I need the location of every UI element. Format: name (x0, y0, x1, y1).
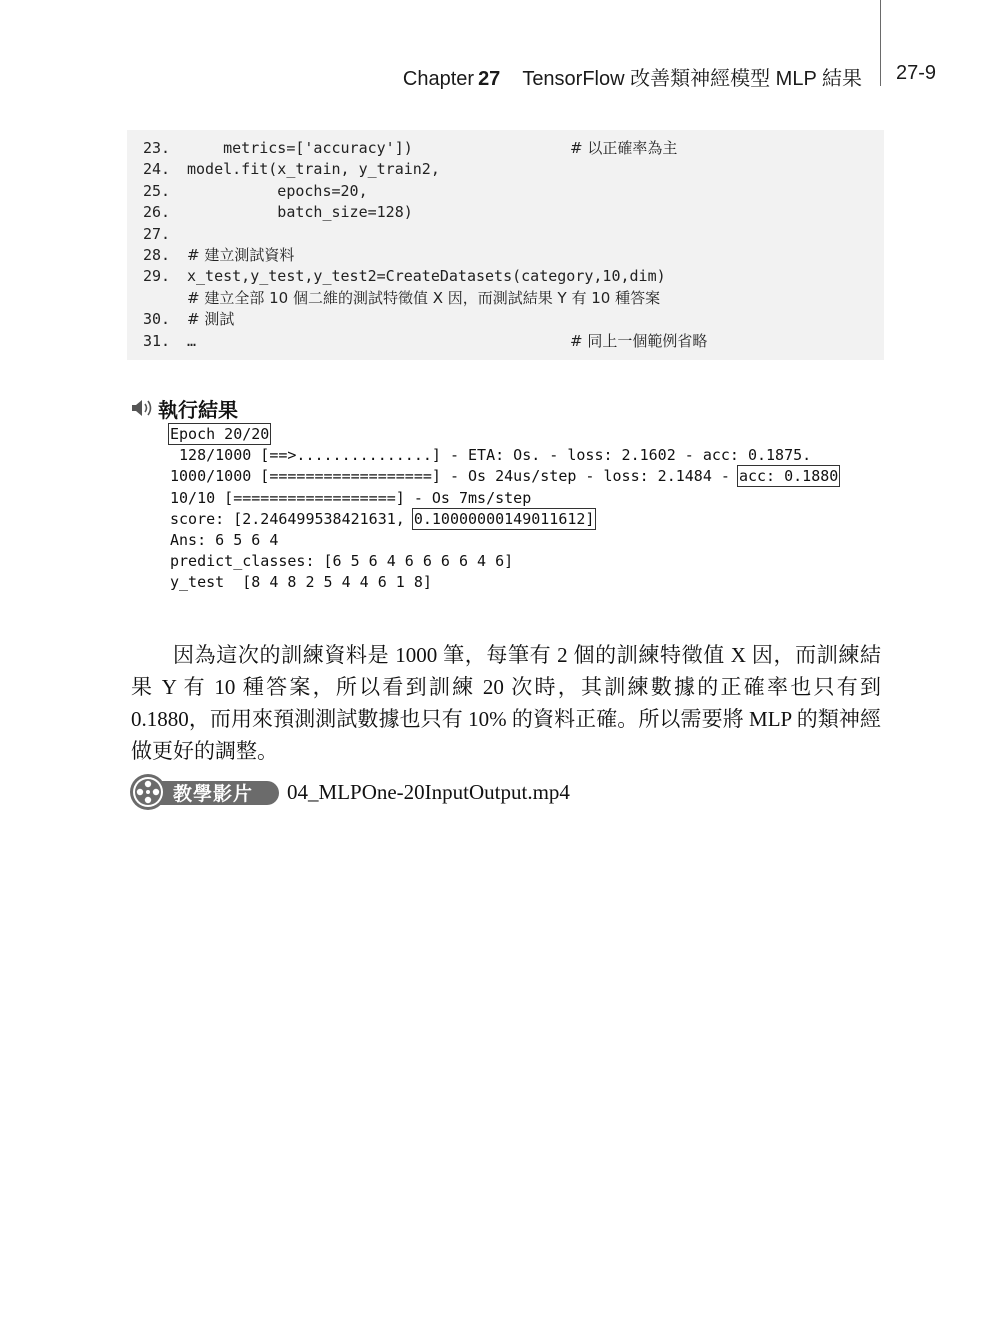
code-comment: # 同上一個範例省略 (570, 331, 708, 350)
line-number: 28. (143, 245, 171, 264)
chapter-label: Chapter (402, 68, 475, 90)
film-reel-icon (129, 773, 167, 811)
line-number: 31. (143, 331, 171, 350)
line-number: 27. (143, 224, 171, 243)
code-text: … (187, 331, 197, 350)
code-text: batch_size=128) (187, 203, 413, 222)
code-comment: # 以正確率為主 (570, 139, 678, 157)
code-text: # 建立全部 10 個二維的測試特徵值 X 因，而測試結果 Y 有 10 種答案 (187, 288, 661, 307)
code-text: # 測試 (187, 310, 235, 329)
output-text: score: [2.246499538421631, (170, 509, 414, 528)
output-text: 1000/1000 [==================] - Os 24us/step - loss: 2.1484 - (170, 467, 739, 486)
code-line (127, 288, 884, 309)
code-text: metrics=['accuracy']) (187, 139, 413, 157)
header-divider (880, 0, 881, 86)
code-line (127, 224, 884, 245)
code-text: # 建立測試資料 (187, 245, 295, 264)
output-line (170, 424, 838, 445)
highlight-epoch: Epoch 20/20 (170, 425, 270, 443)
code-line (127, 266, 884, 287)
output-line (170, 509, 838, 530)
output-line: predict_classes: [6 5 6 4 6 6 6 6 4 6] (170, 552, 514, 571)
output-line: 10/10 [==================] - Os 7ms/step (170, 488, 532, 507)
line-number: 23. (143, 139, 171, 157)
highlight-accuracy: acc: 0.1880 (738, 467, 839, 486)
speaker-icon (130, 397, 154, 419)
video-badge-label: 教學影片 (173, 782, 254, 805)
code-text: model.fit(x_train, y_train2, (187, 160, 440, 179)
line-number: 30. (143, 310, 171, 329)
result-heading (130, 394, 238, 422)
line-number: 26. (143, 203, 171, 222)
output-line: Ans: 6 5 6 4 (170, 530, 279, 549)
output-line (170, 466, 838, 487)
line-number: 24. (143, 160, 171, 179)
code-line (127, 245, 884, 266)
chapter-title: TensorFlow 改善類神經模型 MLP 結果 (522, 68, 862, 90)
output-line: 128/1000 [==>...............] - ETA: Os. - loss: 2.1602 - acc: 0.1875. (170, 446, 812, 465)
code-line (127, 331, 884, 352)
line-number: 29. (143, 267, 171, 286)
line-number: 25. (143, 181, 171, 200)
code-text: x_test,y_test,y_test2=CreateDatasets(category,10,dim) (187, 267, 666, 286)
video-badge (129, 774, 267, 810)
page-number: 27-9 (896, 62, 937, 84)
code-line (127, 309, 884, 330)
code-line (127, 181, 884, 202)
highlight-score: 0.10000000149011612] (413, 509, 595, 528)
execution-output (170, 424, 838, 594)
code-line (127, 202, 884, 223)
body-paragraph: 因為這次的訓練資料是 1000 筆，每筆有 2 個的訓練特徵值 X 因，而訓練結果 Y 有 10 種答案，所以看到訓練 20 次時，其訓練數據的正確率也只有到 0.1880，而用來預測測試數據也只有 10% 的資料正確。所以需要將 MLP 的類神經做更好的調整。 (131, 643, 881, 763)
code-line (127, 159, 884, 180)
code-text: epochs=20, (187, 181, 368, 200)
result-title: 執行結果 (158, 397, 238, 422)
code-line (127, 138, 884, 159)
video-filename: 04_MLPOne-20InputOutput.mp4 (287, 779, 570, 804)
chapter-number: 27 (478, 68, 501, 90)
code-listing (127, 130, 884, 360)
running-head (403, 62, 862, 91)
video-reference (129, 772, 570, 812)
output-line: y_test [8 4 8 2 5 4 4 6 1 8] (170, 573, 432, 592)
